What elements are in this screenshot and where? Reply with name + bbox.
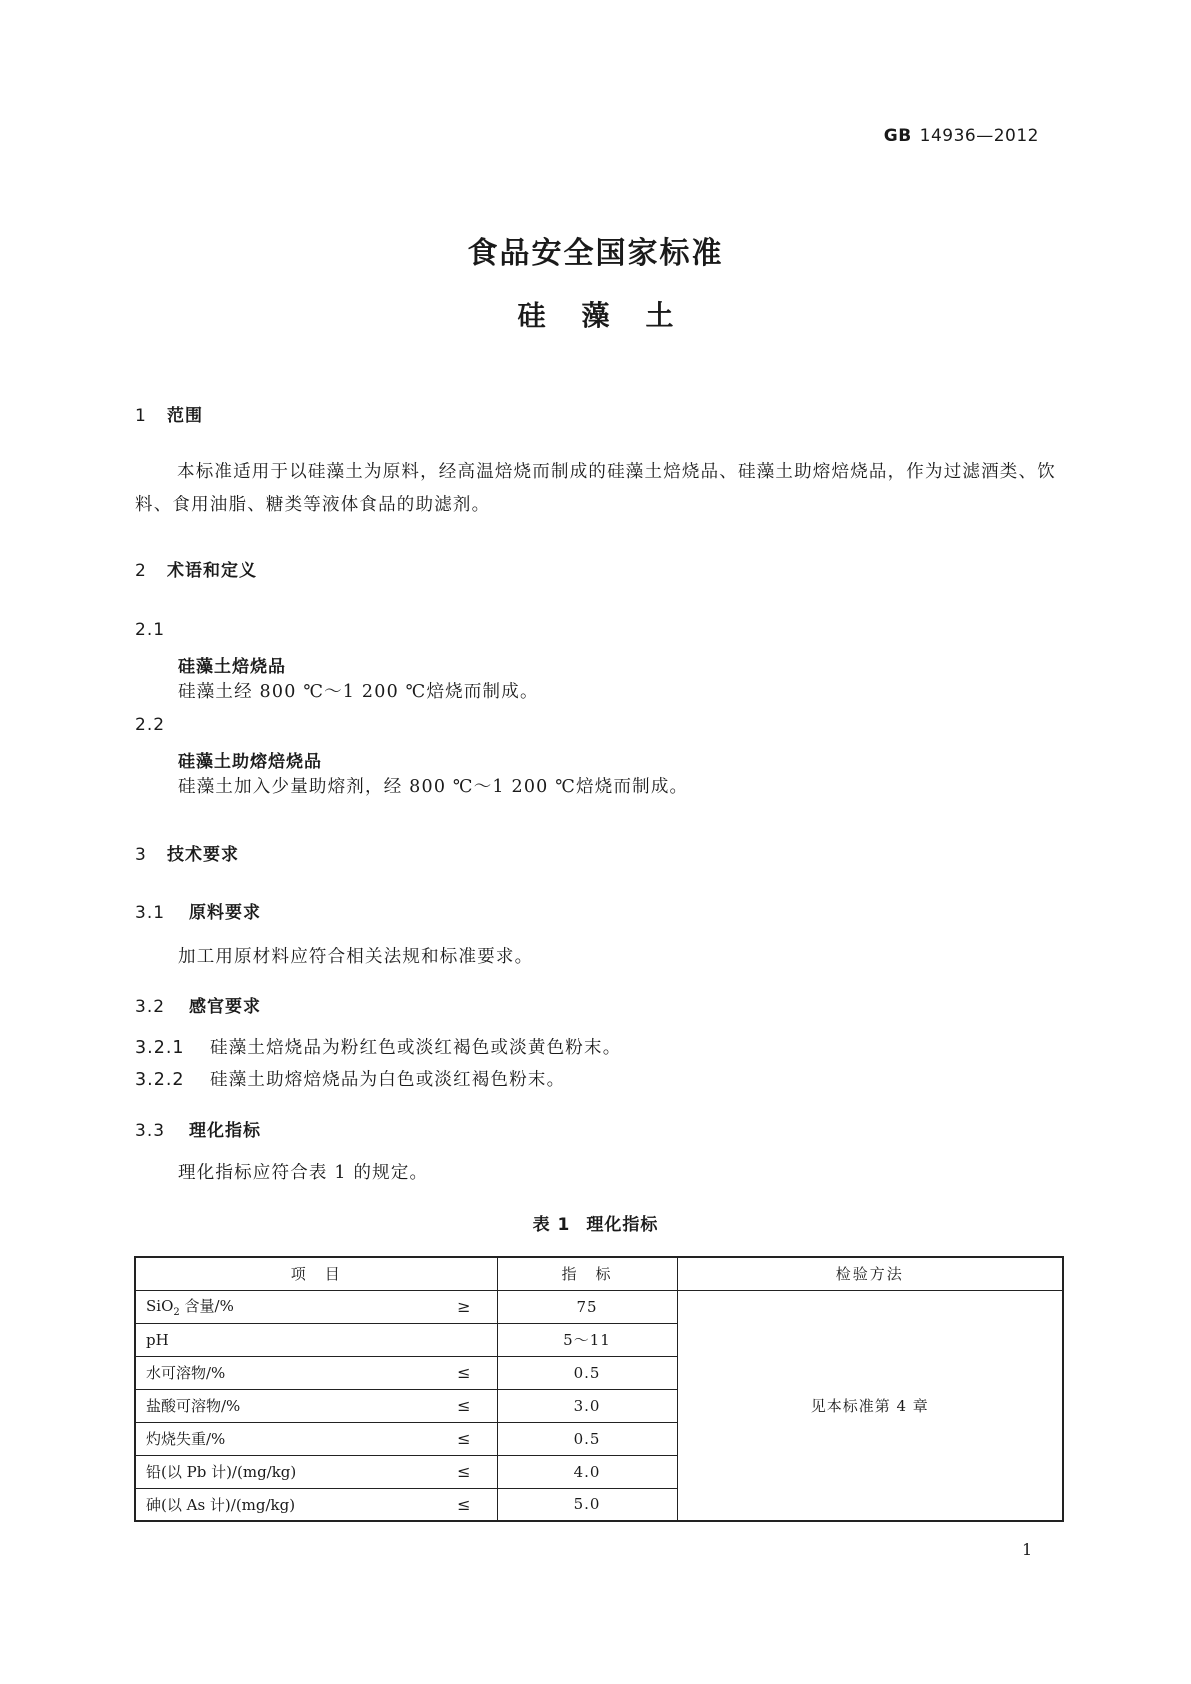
section-3-number: 3	[135, 845, 147, 865]
term-2-2-name: 硅藻土助熔焙烧品	[178, 752, 322, 772]
row-symbol: ≤	[457, 1428, 471, 1448]
standard-number: 14936—2012	[919, 126, 1039, 146]
row-name	[135, 1356, 497, 1389]
section-1-heading	[135, 401, 203, 426]
header-item: 项 目	[135, 1257, 497, 1290]
table-row	[135, 1290, 1063, 1323]
row-value: 4.0	[497, 1455, 677, 1488]
row-value: 5.0	[497, 1488, 677, 1521]
header-method: 检验方法	[677, 1257, 1063, 1290]
section-3-3-title: 理化指标	[189, 1121, 261, 1141]
row-symbol: ≤	[457, 1494, 471, 1514]
row-name-text: SiO	[146, 1297, 174, 1315]
section-3-1-text: 加工用原材料应符合相关法规和标准要求。	[178, 947, 534, 967]
row-name	[135, 1422, 497, 1455]
section-1-text: 本标准适用于以硅藻土为原料，经高温焙烧而制成的硅藻土焙烧品、硅藻土助熔焙烧品，作为过滤酒类、饮料、食用油脂、糖类等液体食品的助滤剂。	[135, 462, 1056, 515]
section-3-1-title: 原料要求	[189, 903, 261, 923]
row-name-text: 砷(以 As 计)/(mg/kg)	[146, 1495, 296, 1514]
row-name	[135, 1488, 497, 1521]
standard-prefix: GB	[883, 126, 912, 146]
document-subtitle: 硅藻土	[517, 299, 710, 332]
table-caption-number: 表 1	[532, 1215, 571, 1235]
section-3-3-heading	[135, 1116, 261, 1141]
row-symbol: ≤	[457, 1461, 471, 1481]
section-3-2-number: 3.2	[135, 997, 166, 1017]
row-name	[135, 1389, 497, 1422]
item-3-2-1-number: 3.2.1	[135, 1038, 185, 1058]
row-name	[135, 1290, 497, 1323]
section-3-2-heading	[135, 992, 261, 1017]
section-2-heading	[135, 556, 257, 581]
section-3-title: 技术要求	[167, 845, 239, 865]
section-1-number: 1	[135, 406, 147, 426]
row-name-text: 灼烧失重/%	[146, 1430, 226, 1448]
document-title: 食品安全国家标准	[467, 236, 724, 271]
header-index: 指 标	[497, 1257, 677, 1290]
table-caption	[0, 1210, 1191, 1235]
item-3-2-2	[135, 1064, 565, 1097]
section-3-2-title: 感官要求	[189, 997, 261, 1017]
row-value: 3.0	[497, 1389, 677, 1422]
term-2-1-definition: 硅藻土经 800 ℃～1 200 ℃焙烧而制成。	[178, 682, 539, 702]
row-symbol: ≥	[457, 1296, 471, 1316]
item-3-2-2-text: 硅藻土助熔焙烧品为白色或淡红褐色粉末。	[210, 1070, 566, 1090]
section-3-3-number: 3.3	[135, 1121, 166, 1141]
row-name	[135, 1455, 497, 1488]
term-2-1-number: 2.1	[135, 620, 166, 640]
spec-table	[134, 1256, 1064, 1522]
item-3-2-2-number: 3.2.2	[135, 1070, 185, 1090]
row-name	[135, 1323, 497, 1356]
section-3-1-number: 3.1	[135, 903, 166, 923]
row-name-text: pH	[146, 1330, 169, 1349]
row-symbol: ≤	[457, 1362, 471, 1382]
row-value: 5～11	[497, 1323, 677, 1356]
term-2-2-number: 2.2	[135, 715, 166, 735]
section-3-heading	[135, 840, 239, 865]
standard-code	[884, 126, 1039, 146]
row-name-text: 盐酸可溶物/%	[146, 1397, 241, 1415]
term-2-1-name: 硅藻土焙烧品	[178, 657, 286, 677]
row-name-text: 铅(以 Pb 计)/(mg/kg)	[146, 1463, 297, 1481]
row-name-text: 水可溶物/%	[146, 1364, 226, 1382]
page-number: 1	[1022, 1540, 1033, 1559]
section-3-1-heading	[135, 898, 261, 923]
row-symbol: ≤	[457, 1395, 471, 1415]
section-2-title: 术语和定义	[167, 561, 257, 581]
section-3-3-text: 理化指标应符合表 1 的规定。	[178, 1163, 429, 1183]
item-3-2-1-text: 硅藻土焙烧品为粉红色或淡红褐色或淡黄色粉末。	[210, 1038, 622, 1058]
row-name-suffix: 含量/%	[179, 1297, 234, 1315]
row-value: 0.5	[497, 1356, 677, 1389]
row-value: 0.5	[497, 1422, 677, 1455]
section-2-number: 2	[135, 561, 147, 581]
test-method: 见本标准第 4 章	[677, 1290, 1063, 1521]
item-3-2-1	[135, 1032, 621, 1065]
row-value: 75	[497, 1290, 677, 1323]
row-name-subscript: 2	[173, 1307, 180, 1318]
section-1-title: 范围	[167, 406, 203, 426]
term-2-2-definition: 硅藻土加入少量助熔剂，经 800 ℃～1 200 ℃焙烧而制成。	[178, 777, 689, 797]
table-caption-title: 理化指标	[586, 1215, 659, 1235]
table-header-row	[135, 1257, 1063, 1290]
